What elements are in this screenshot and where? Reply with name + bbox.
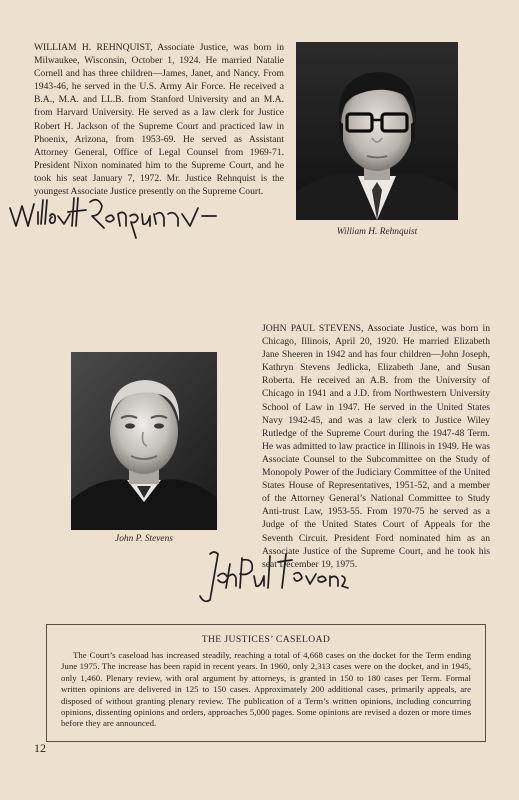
- rehnquist-bio: WILLIAM H. REHNQUIST, Associate Justice, was born in Milwaukee, Wisconsin, October 1, 1924. He married Natalie Cornell and has three children—James, Janet, and Nancy. From 1943-46, he served in the U.S. Army Air Force. He received a B.A., M.A. and LL.B. from Stanford University and an M.A. from Harvard University. He served as a law clerk for Justice Robert H. Jackson of the Supreme Court and practiced law in Phoenix, Arizona, from 1953-69. He served as Assistant Attorney General, Office of Legal Counsel from 1969-71. President Nixon nominated him to the Supreme Court, and he took his seat January 7, 1972. Mr. Justice Rehnquist is the youngest Associate Justice presently on the Supreme Court.: [34, 42, 284, 198]
- stevens-portrait: [71, 352, 217, 530]
- rehnquist-caption: William H. Rehnquist: [336, 227, 418, 237]
- stevens-caption: John P. Stevens: [115, 534, 173, 544]
- rehnquist-signature: [6, 186, 240, 242]
- stevens-portrait-image: [71, 352, 217, 530]
- rehnquist-portrait: [296, 42, 458, 220]
- stevens-signature: [196, 548, 356, 606]
- caseload-box: [46, 624, 486, 742]
- rehnquist-portrait-image: [296, 42, 458, 220]
- page-number: 12: [34, 741, 46, 755]
- caseload-text: The Court’s caseload has increased steadily, reaching a total of 4,668 cases on the docket for the Term ending June 1975. The increase has been rapid in recent years. In 1960, only 2,313 cases were on the docket, and in 1945, only 1,460. Plenary review, with oral argument by attorneys, is granted in 150 to 180 cases per Term. Formal written opinions are delivered in 125 to 150 cases. Approximately 200 additional cases, primarily appeals, are disposed of without granting plenary review. The publication of a Term’s written opinions, including concurring opinions, dissenting opinions and orders, approaches 5,000 pages. Some opinions are revised a dozen or more times before they are announced.: [61, 650, 471, 729]
- caseload-title: THE JUSTICES’ CASELOAD: [201, 634, 331, 645]
- stevens-bio: JOHN PAUL STEVENS, Associate Justice, was born in Chicago, Illinois, April 20, 1920. He married Elizabeth Jane Sheeren in 1942 and has four children—John Joseph, Kathryn Stevens Jedlicka, Elizabeth Jane, and Susan Roberta. He received an A.B. from the University of Chicago in 1941 and a J.D. from Northwestern University School of Law in 1947. He served in the United States Navy 1942-45, and was a law clerk to Justice Wiley Rutledge of the Supreme Court during the 1947-48 Term. He was admitted to law practice in Illinois in 1949. He was Associate Counsel to the Subcommittee on the Study of Monopoly Power of the Judiciary Committee of the United States House of Representatives, 1951-52, and a member of the Attorney General’s National Committee to Study Anti-trust Law, 1953-55. From 1970-75 he served as a Judge of the United States Court of Appeals for the Seventh Circuit. President Ford nominated him as an Associate Justice of the Supreme Court, and he took his seat December 19, 1975.: [262, 323, 490, 570]
